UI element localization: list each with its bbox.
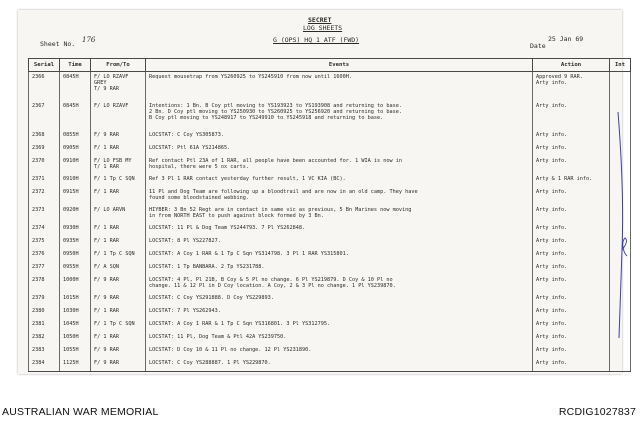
int-cell <box>610 72 631 102</box>
action-cell: Arty info. <box>533 306 610 319</box>
event-cell: Request mousetrap from YS260925 to YS245910 from now until 1600H. <box>146 72 533 102</box>
action-cell: Arty & 1 RAR info. <box>533 174 610 187</box>
int-cell <box>610 345 631 358</box>
date-value: 25 Jan 69 <box>548 35 584 43</box>
serial-cell: 2382 <box>29 332 60 345</box>
serial-cell: 2376 <box>29 249 60 262</box>
event-cell: LOCSTAT: 1 Tp BANBARA. 2 Tp YS231788. <box>146 262 533 275</box>
table-row <box>29 345 631 358</box>
table-row <box>29 101 631 130</box>
event-cell: Ref contact Ptl 23A of 1 RAR, all people have been accounted for. 1 WIA is now in hospital, there were 5 ox carts. <box>146 156 533 174</box>
table-row <box>29 306 631 319</box>
column-header-action: Action <box>533 59 610 72</box>
action-cell: Arty info. <box>533 319 610 332</box>
table-row <box>29 72 631 102</box>
footer-archive-name: AUSTRALIAN WAR MEMORIAL <box>2 406 159 418</box>
ink-bracket-mark <box>612 110 632 340</box>
sheet-number-value: 176 <box>82 36 96 44</box>
from-to-cell: F/ 9 RAR <box>91 358 146 372</box>
event-cell: LOCSTAT: C Coy YS305873. <box>146 130 533 143</box>
serial-cell: 2371 <box>29 174 60 187</box>
footer-record-id: RCDIG1027837 <box>558 406 636 418</box>
serial-cell: 2372 <box>29 187 60 205</box>
column-header-time: Time <box>60 59 91 72</box>
action-cell: Arty info. <box>533 358 610 372</box>
time-cell: 0855H <box>60 130 91 143</box>
event-cell: LOCSTAT: 11 Pl, Dog Team & Ptl 42A YS239750. <box>146 332 533 345</box>
serial-cell: 2370 <box>29 156 60 174</box>
action-cell: Arty info. <box>533 156 610 174</box>
from-to-cell: F/ 9 RAR <box>91 345 146 358</box>
event-cell: LOCSTAT: Ptl 61A YS214865. <box>146 143 533 156</box>
time-cell: 0905H <box>60 143 91 156</box>
sheet-title: LOG SHEETS <box>303 24 343 32</box>
time-cell: 1000H <box>60 275 91 293</box>
action-cell: Arty info. <box>533 275 610 293</box>
column-header-int: Int <box>610 59 631 72</box>
serial-cell: 2383 <box>29 345 60 358</box>
time-cell: 0915H <box>60 187 91 205</box>
action-cell: Arty info. <box>533 223 610 236</box>
time-cell: 1045H <box>60 319 91 332</box>
time-cell: 0955H <box>60 262 91 275</box>
table-row <box>29 174 631 187</box>
from-to-cell: F/ 1 RAR <box>91 143 146 156</box>
table-row <box>29 143 631 156</box>
serial-cell: 2366 <box>29 72 60 102</box>
serial-cell: 2380 <box>29 306 60 319</box>
serial-cell: 2375 <box>29 236 60 249</box>
serial-cell: 2373 <box>29 205 60 223</box>
action-cell: Arty info. <box>533 249 610 262</box>
action-cell: Arty info. <box>533 205 610 223</box>
table-row <box>29 236 631 249</box>
time-cell: 0845H <box>60 101 91 130</box>
from-to-cell: F/ 1 Tp C SQN <box>91 249 146 262</box>
action-cell: Arty info. <box>533 345 610 358</box>
from-to-cell: F/ 1 RAR <box>91 306 146 319</box>
table-row <box>29 156 631 174</box>
column-header-events: Events <box>146 59 533 72</box>
from-to-cell: F/ LO RZAVF <box>91 101 146 130</box>
log-sheet <box>18 10 626 374</box>
serial-cell: 2378 <box>29 275 60 293</box>
table-row <box>29 223 631 236</box>
table-row <box>29 249 631 262</box>
time-cell: 1030H <box>60 306 91 319</box>
serial-cell: 2368 <box>29 130 60 143</box>
action-cell: Arty info. <box>533 143 610 156</box>
from-to-cell: F/ 9 RAR <box>91 130 146 143</box>
from-to-cell: F/ 1 RAR <box>91 187 146 205</box>
time-cell: 0920H <box>60 205 91 223</box>
time-cell: 0910H <box>60 156 91 174</box>
from-to-cell: F/ LO RZAVF GREY T/ 9 RAR <box>91 72 146 102</box>
table-row <box>29 205 631 223</box>
serial-cell: 2377 <box>29 262 60 275</box>
action-cell: Arty info. <box>533 293 610 306</box>
table-row <box>29 332 631 345</box>
event-cell: LOCSTAT: 4 Pl, Pl 21B, B Coy & 5 Pl no change. 6 Pl YS219879. D Coy & 10 Pl no change. 11 & 12 Pl in D Coy location. A Coy, 2 & 3 Pl no change. 1 Pl YS239870. <box>146 275 533 293</box>
table-row <box>29 293 631 306</box>
action-cell: Arty info. <box>533 332 610 345</box>
time-cell: 1055H <box>60 345 91 358</box>
time-cell: 0935H <box>60 236 91 249</box>
from-to-cell: F/ 9 RAR <box>91 275 146 293</box>
action-cell: Arty info. <box>533 130 610 143</box>
action-cell: Arty info. <box>533 236 610 249</box>
time-cell: 0910H <box>60 174 91 187</box>
table-row <box>29 130 631 143</box>
action-cell: Approved 9 RAR. Arty info. <box>533 72 610 102</box>
event-cell: HIYBER: 3 Bn 52 Regt are in contact in same vic as previous, 5 Bn Marines now moving in from NORTH EAST to push against block formed by 3 Bn. <box>146 205 533 223</box>
serial-cell: 2369 <box>29 143 60 156</box>
table-row <box>29 319 631 332</box>
event-cell: LOCSTAT: A Coy 1 RAR & 1 Tp C Sqn YS314798. 3 Pl 1 RAR YS315801. <box>146 249 533 262</box>
event-cell: Intentions: 1 Bn. B Coy ptl moving to YS193923 to YS193908 and returning to base. 2 Bn. D Coy ptl moving to YS250930 to YS260925 to YS256920 and returning to base. B Coy ptl moving to YS248917 to YS249910 to YS245918 and returning to base. <box>146 101 533 130</box>
date-label: Date <box>530 42 546 50</box>
time-cell: 1125H <box>60 358 91 372</box>
action-cell: Arty info. <box>533 101 610 130</box>
classification-marking: SECRET <box>308 16 332 24</box>
from-to-cell: F/ 9 RAR <box>91 293 146 306</box>
event-cell: LOCSTAT: 11 Pl & Dog Team YS244793. 7 Pl YS262848. <box>146 223 533 236</box>
event-cell: LOCSTAT: A Coy 1 RAR & 1 Tp C Sqn YS316801. 3 Pl YS312795. <box>146 319 533 332</box>
table-row <box>29 358 631 372</box>
from-to-cell: F/ LO ARVN <box>91 205 146 223</box>
from-to-cell: F/ 1 RAR <box>91 223 146 236</box>
action-cell: Arty info. <box>533 262 610 275</box>
event-cell: Ref 3 Pl 1 RAR contact yesterday further result, 1 VC KIA (BC). <box>146 174 533 187</box>
log-table-body <box>29 72 631 372</box>
event-cell: LOCSTAT: C Coy YS288887. 1 Pl YS229870. <box>146 358 533 372</box>
event-cell: LOCSTAT: 8 Pl YS227827. <box>146 236 533 249</box>
table-header-row <box>29 59 631 72</box>
event-cell: LOCSTAT: 7 Pl YS262943. <box>146 306 533 319</box>
time-cell: 1050H <box>60 332 91 345</box>
log-table <box>28 58 631 372</box>
serial-cell: 2379 <box>29 293 60 306</box>
serial-cell: 2381 <box>29 319 60 332</box>
serial-cell: 2384 <box>29 358 60 372</box>
table-row <box>29 187 631 205</box>
time-cell: 0950H <box>60 249 91 262</box>
from-to-cell: F/ 1 RAR <box>91 236 146 249</box>
from-to-cell: F/ 1 RAR <box>91 332 146 345</box>
from-to-cell: F/ 1 Tp C SQN <box>91 319 146 332</box>
from-to-cell: F/ 1 Tp C SQN <box>91 174 146 187</box>
serial-cell: 2374 <box>29 223 60 236</box>
event-cell: 11 Pl and Dog Team are following up a bloodtrail and are now in an old camp. They have found some bloodstained webbing. <box>146 187 533 205</box>
action-cell: Arty info. <box>533 187 610 205</box>
time-cell: 0845H <box>60 72 91 102</box>
int-cell <box>610 358 631 372</box>
table-row <box>29 275 631 293</box>
column-header-serial: Serial <box>29 59 60 72</box>
unit-line: G (OPS) HQ 1 ATF (FWD) <box>273 36 360 44</box>
time-cell: 0930H <box>60 223 91 236</box>
serial-cell: 2367 <box>29 101 60 130</box>
from-to-cell: F/ LO FSB MY T/ 1 RAR <box>91 156 146 174</box>
time-cell: 1015H <box>60 293 91 306</box>
event-cell: LOCSTAT: D Coy 10 & 11 Pl no change. 12 Pl YS231890. <box>146 345 533 358</box>
sheet-number-label: Sheet No. <box>40 40 76 48</box>
from-to-cell: F/ A SQN <box>91 262 146 275</box>
event-cell: LOCSTAT: C Coy YS291888. D Coy YS229893. <box>146 293 533 306</box>
column-header-from-to: From/To <box>91 59 146 72</box>
table-row <box>29 262 631 275</box>
